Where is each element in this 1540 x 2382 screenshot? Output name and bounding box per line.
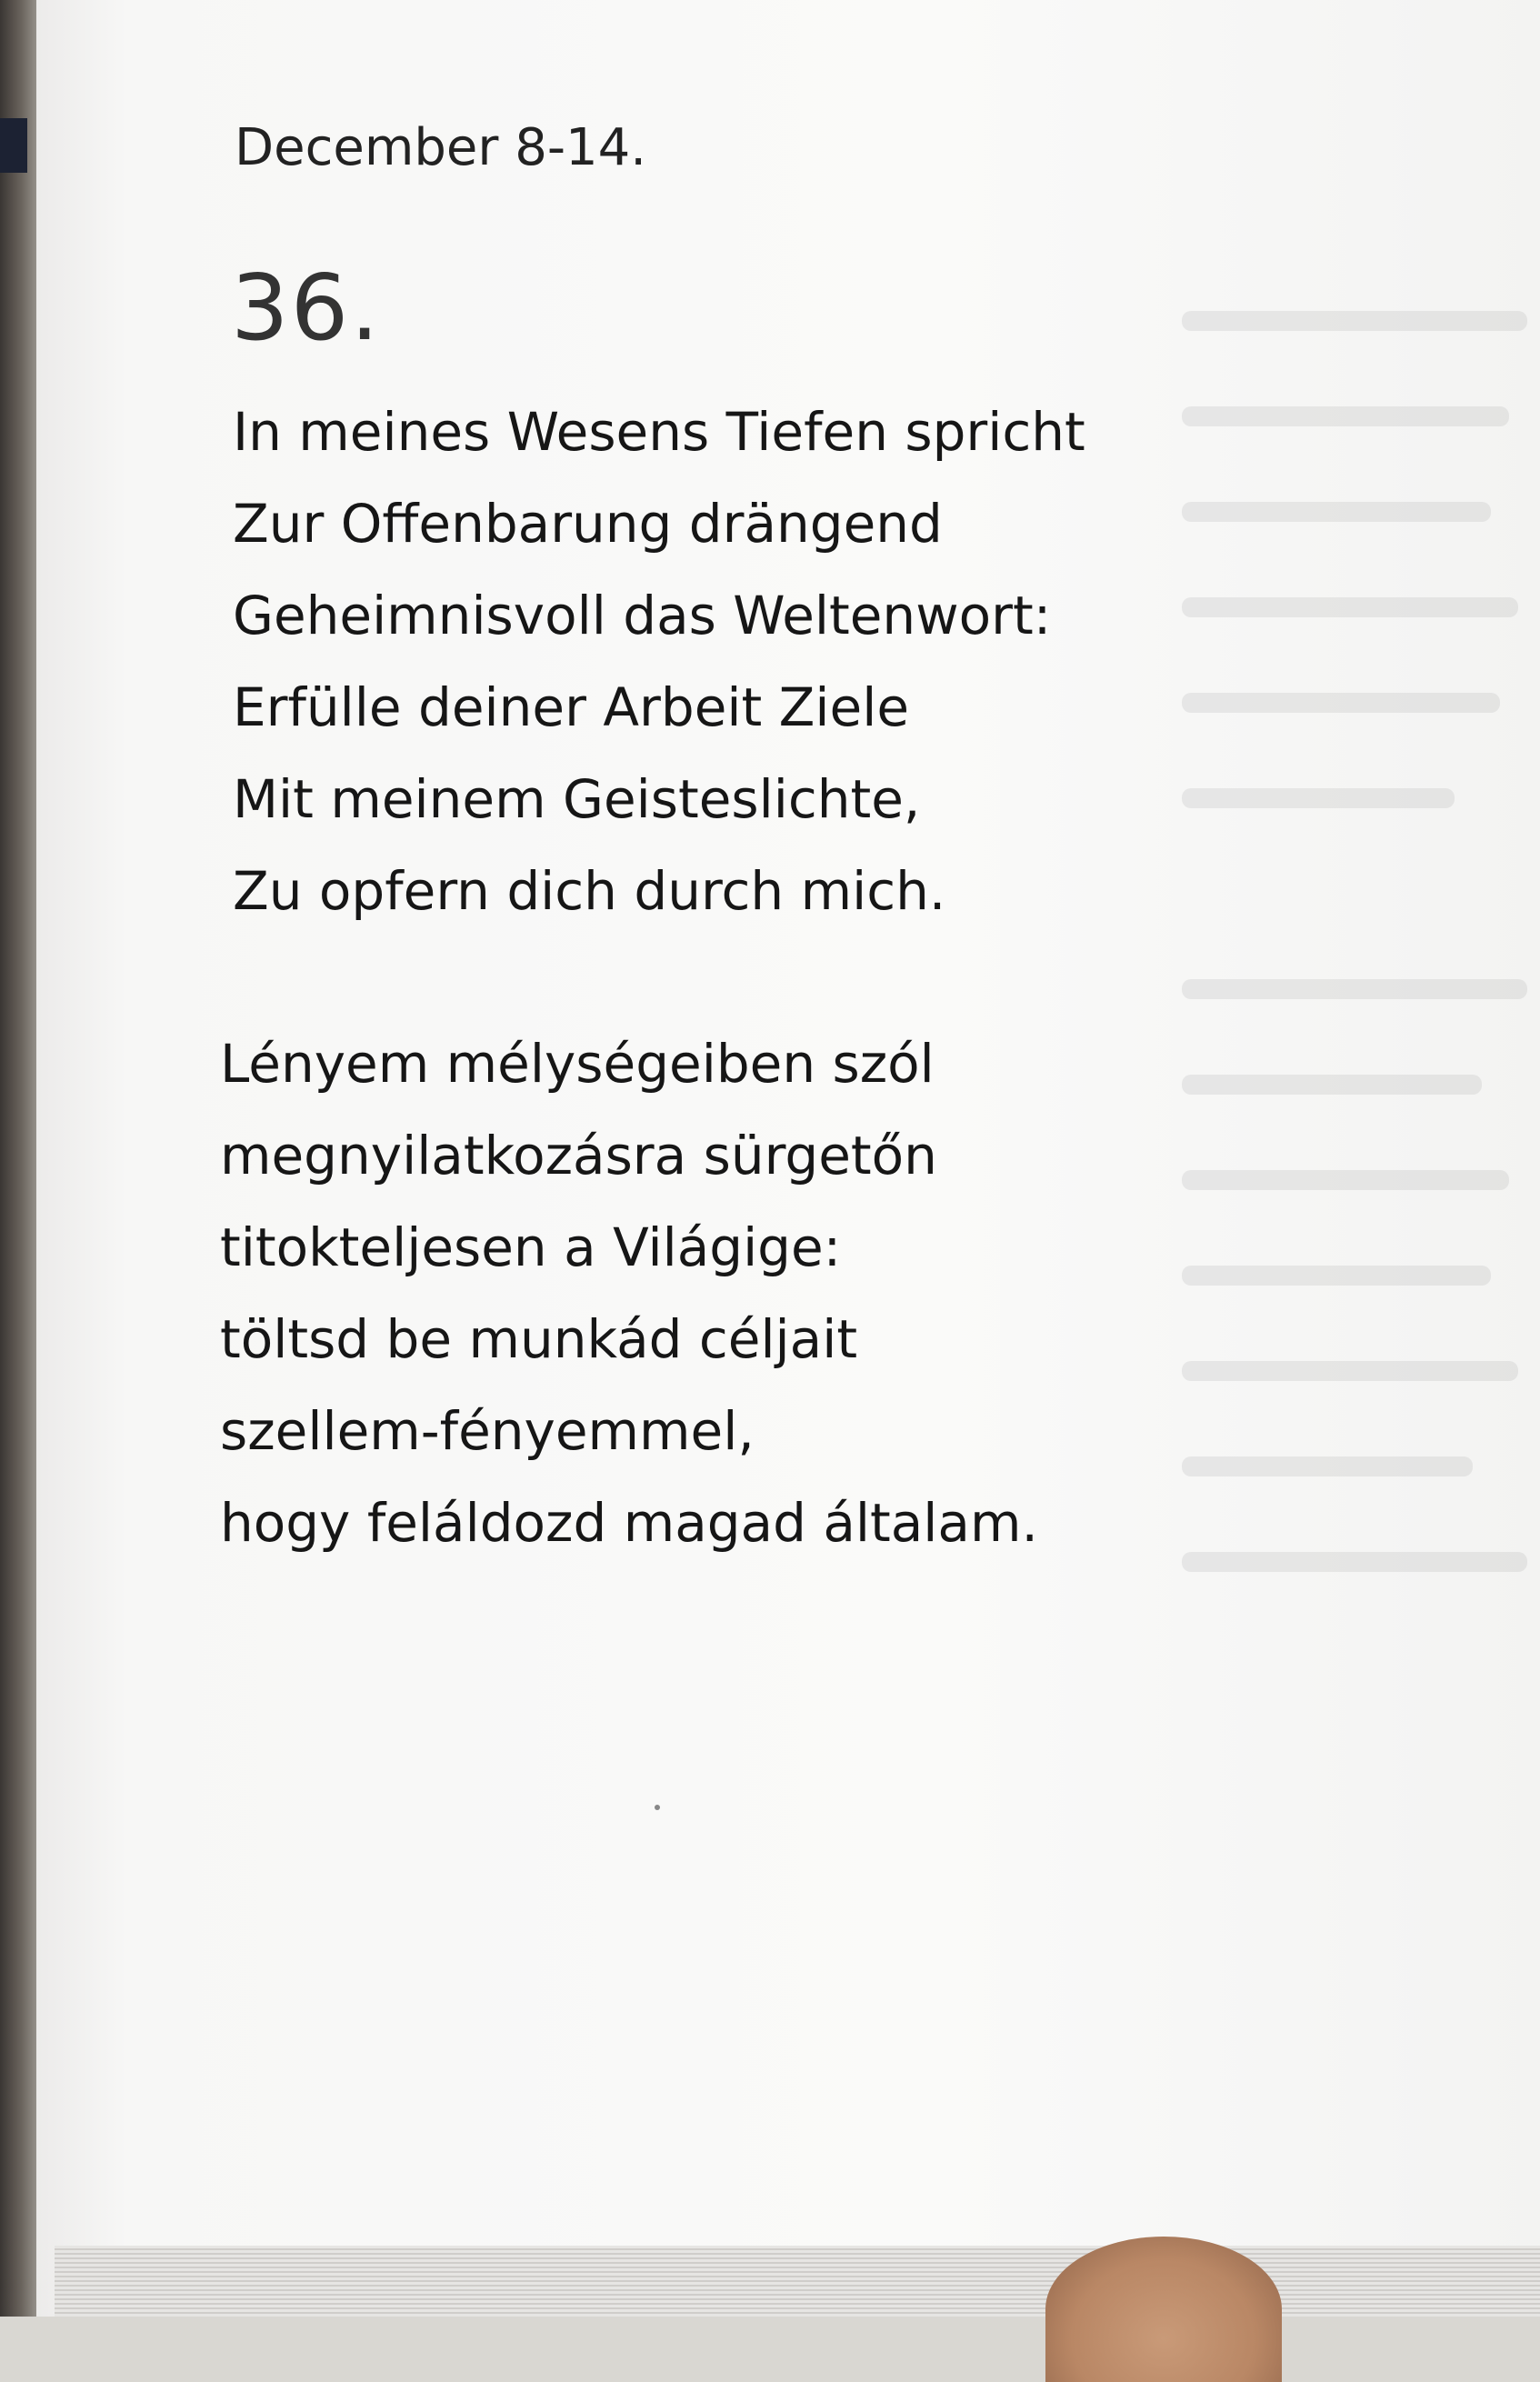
show-through-text [1182,273,1540,1655]
date-range: December 8-14. [235,118,647,177]
hungarian-verse-line: megnyilatkozásra sürgetőn [220,1125,937,1186]
hungarian-verse [220,1018,1038,1569]
hungarian-verse-line: Lényem mélységeiben szól [220,1033,935,1095]
spine-mark [0,118,27,173]
german-verse-line: In meines Wesens Tiefen spricht [233,401,1085,463]
german-verse-line: Erfülle deiner Arbeit Ziele [233,676,910,738]
thumb [1045,2237,1282,2382]
german-verse-line: Geheimnisvoll das Weltenwort: [233,585,1052,646]
hungarian-verse-line: titokteljesen a Világige: [220,1216,842,1278]
page-speck [655,1805,660,1810]
german-verse-line: Mit meinem Geisteslichte, [233,768,921,830]
hungarian-verse-line: hogy feláldozd magad általam. [220,1492,1038,1554]
german-verse-line: Zur Offenbarung drängend [233,493,943,555]
hungarian-verse-line: töltsd be munkád céljait [220,1308,858,1370]
german-verse-line: Zu opfern dich durch mich. [233,860,946,922]
page-stack-edge [55,2246,1540,2317]
german-verse [233,386,1085,937]
verse-number: 36. [231,255,382,361]
hungarian-verse-line: szellem-fényemmel, [220,1400,755,1462]
